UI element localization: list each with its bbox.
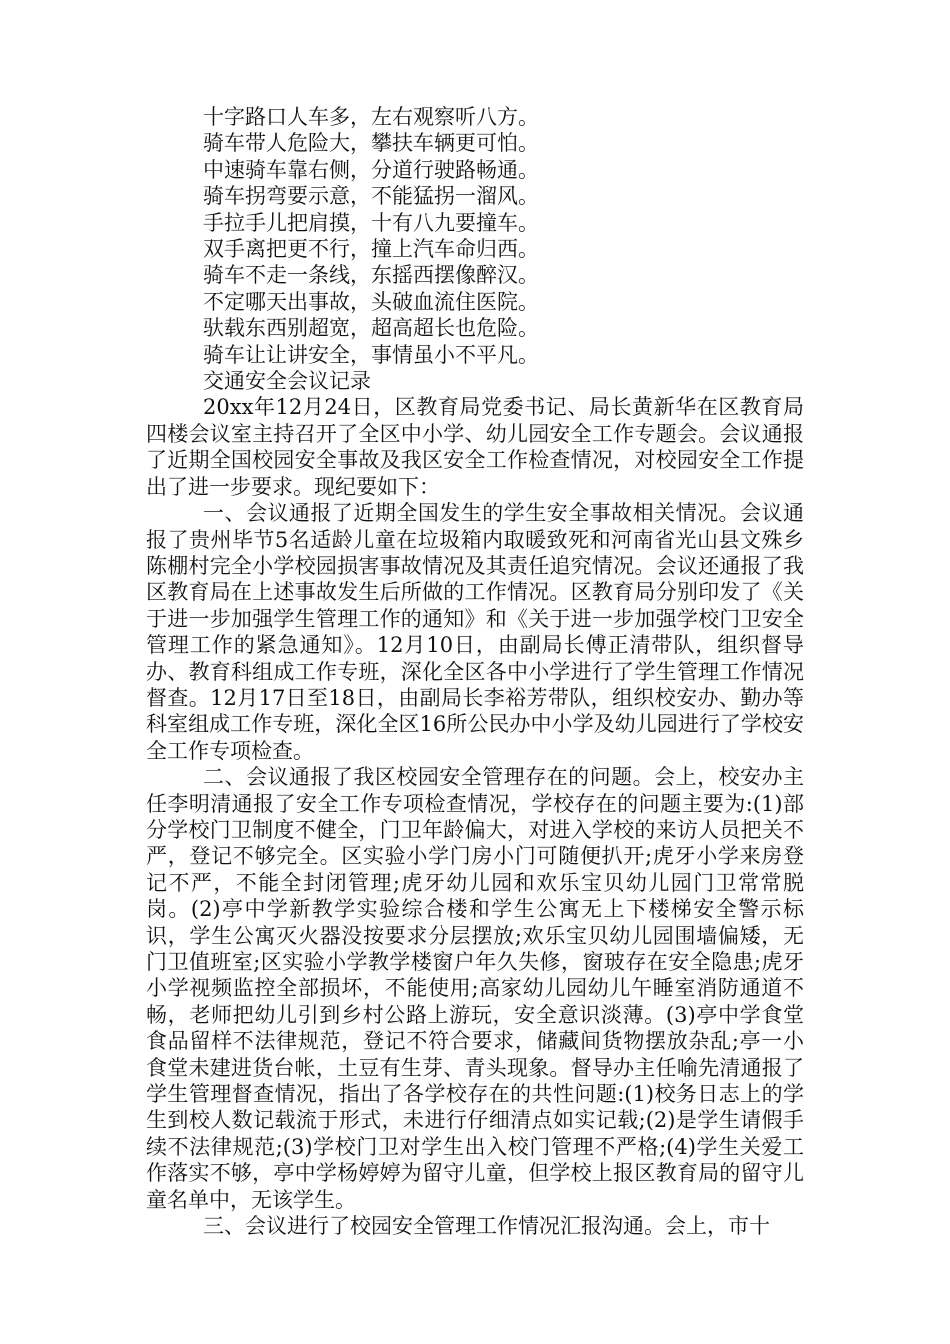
document-page [146, 104, 804, 1239]
poem-line: 不定哪天出事故，头破血流住医院。 [203, 289, 539, 314]
paragraph-one: 一、会议通报了近期全国发生的学生安全事故相关情况。会议通报了贵州毕节5名适龄儿童在垃圾箱内取暖致死和河南省光山县文殊乡陈棚村完全小学校园损害事故情况及其责任追究情况。会议还通报了我区教育局在上述事故发生后所做的工作情况。区教育局分别印发了《关于进一步加强学生管理工作的通知》和《关于进一步加强学校门卫安全管理工作的紧急通知》。12月10日，由副局长傅正清带队，组织督导办、教育科组成工作专班，深化全区各中小学进行了学生管理工作情况督查。12月17日至18日，由副局长李裕芳带队，组织校安办、勤办等科室组成工作专班，深化全区16所公民办中小学及幼儿园进行了学校安全工作专项检查。 [146, 501, 804, 763]
poem-line: 骑车拐弯要示意，不能猛拐一溜风。 [203, 184, 539, 209]
poem-line: 手拉手儿把肩摸，十有八九要撞车。 [203, 210, 539, 235]
poem-line: 骑车不走一条线，东摇西摆像醉汉。 [203, 263, 539, 288]
traffic-safety-poem [146, 104, 804, 368]
poem-line: 骑车带人危险大，攀扶车辆更可怕。 [203, 131, 539, 156]
poem-line: 十字路口人车多，左右观察听八方。 [203, 105, 539, 129]
poem-line: 中速骑车靠右侧，分道行驶路畅通。 [203, 157, 539, 182]
paragraph-intro: 20xx年12月24日，区教育局党委书记、局长黄新华在区教育局四楼会议室主持召开了全区中小学、幼儿园安全工作专题会。会议通报了近期全国校园安全事故及我区安全工作检查情况，对校园安全工作提出了进一步要求。现纪要如下： [146, 395, 804, 499]
paragraph-three: 三、会议进行了校园安全管理工作情况汇报沟通。会上，市十 [203, 1214, 770, 1239]
poem-line: 双手离把更不行，撞上汽车命归西。 [203, 237, 539, 262]
poem-line: 骑车让让讲安全，事情虽小不平凡。 [203, 342, 539, 367]
paragraph-two: 二、会议通报了我区校园安全管理存在的问题。会上，校安办主任李明清通报了安全工作专项检查情况，学校存在的问题主要为:(1)部分学校门卫制度不健全，门卫年龄偏大，对进入学校的来访人员把关不严，登记不够完全。区实验小学门房小门可随便扒开;虎牙小学来房登记不严，不能全封闭管理;虎牙幼儿园和欢乐宝贝幼儿园门卫常常脱岗。(2)亭中学新教学实验综合楼和学生公寓无上下楼梯安全警示标识，学生公寓灭火器没按要求分层摆放;欢乐宝贝幼儿园围墙偏矮，无门卫值班室;区实验小学教学楼窗户年久失修，窗玻存在安全隐患;虎牙小学视频监控全部损坏，不能使用;高家幼儿园幼儿午睡室消防通道不畅，老师把幼儿引到乡村公路上游玩，安全意识淡薄。(3)亭中学食堂食品留样不法律规范，登记不符合要求，储藏间货物摆放杂乱;亭一小食堂未建进货台帐，土豆有生芽、青头现象。督导办主任喻先清通报了学生管理督查情况，指出了各学校存在的共性问题:(1)校务日志上的学生到校人数记载流于形式，未进行仔细清点如实记载;(2)是学生请假手续不法律规范;(3)学校门卫对学生出入校门管理不严格;(4)学生关爱工作落实不够，亭中学杨婷婷为留守儿童，但学校上报区教育局的留守儿童名单中，无该学生。 [146, 765, 804, 1212]
section-title: 交通安全会议记录 [203, 369, 371, 394]
poem-line: 驮载东西别超宽，超高超长也危险。 [203, 316, 539, 341]
